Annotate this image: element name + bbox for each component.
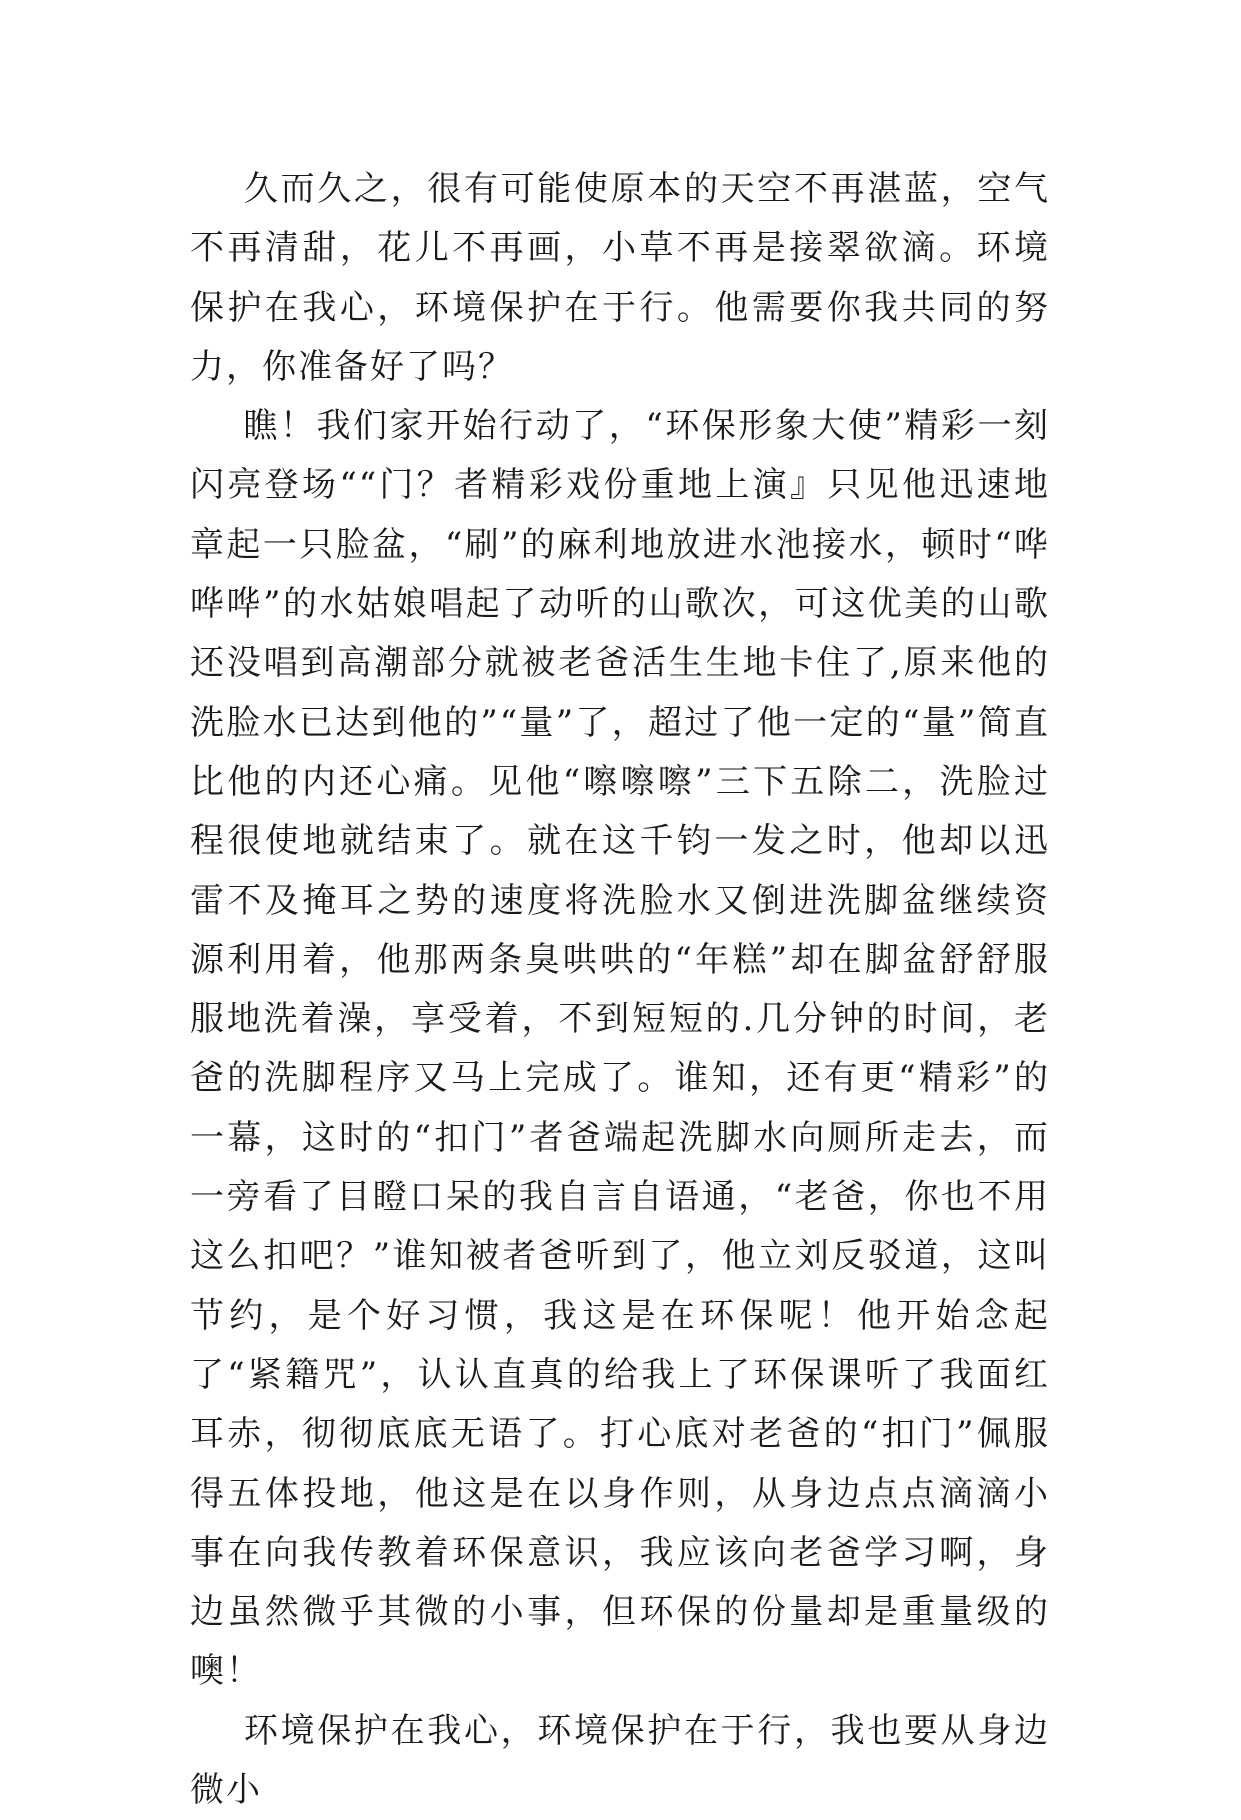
paragraph-2: 瞧！我们家开始行动了，“环保形象大使”精彩一刻闪亮登场““门？者精彩戏份重地上演』只见他迅速地章起一只脸盆，“刷”的麻利地放进水池接水，顿时“哗哗哗”的水姑娘唱起了动听的山歌次，可这优美的山歌还没唱到高潮部分就被老爸活生生地卡住了,原来他的洗脸水已达到他的”“量”了，超过了他一定的“量”简直比他的内还心痛。见他“嚓嚓嚓”三下五除二，洗脸过程很使地就结束了。就在这千钧一发之时，他却以迅雷不及掩耳之势的速度将洗脸水又倒进洗脚盆继续资源利用着，他那两条臭哄哄的“年糕”却在脚盆舒舒服服地洗着澡，享受着，不到短短的.几分钟的时间，老爸的洗脚程序又马上完成了。谁知，还有更“精彩”的一幕，这时的“扣门”者爸端起洗脚水向厕所走去，而一旁看了目瞪口呆的我自言自语通，“老爸，你也不用这么扣吧？”谁知被者爸听到了，他立刘反驳道，这叫节约，是个好习惯，我这是在环保呢！他开始念起了“紧籍咒”，认认直真的给我上了环保课听了我面红耳赤，彻彻底底无语了。打心底对老爸的“扣门”佩服得五体投地，他这是在以身作则，从身边点点滴滴小事在向我传教着环保意识，我应该向老爸学习啊，身边虽然微乎其微的小事，但环保的份量却是重量级的噢！ — [190, 406, 1050, 1692]
paragraph-1: 久而久之，很有可能使原本的天空不再湛蓝，空气不再清甜，花儿不再画，小草不再是接翠欲滴。环境保护在我心，环境保护在于行。他需要你我共同的努力，你准备好了吗？ — [190, 169, 1051, 387]
document-body — [190, 160, 1050, 1820]
paragraph-3: 环境保护在我心，环境保护在于行，我也要从身边微小 — [190, 1710, 1051, 1811]
